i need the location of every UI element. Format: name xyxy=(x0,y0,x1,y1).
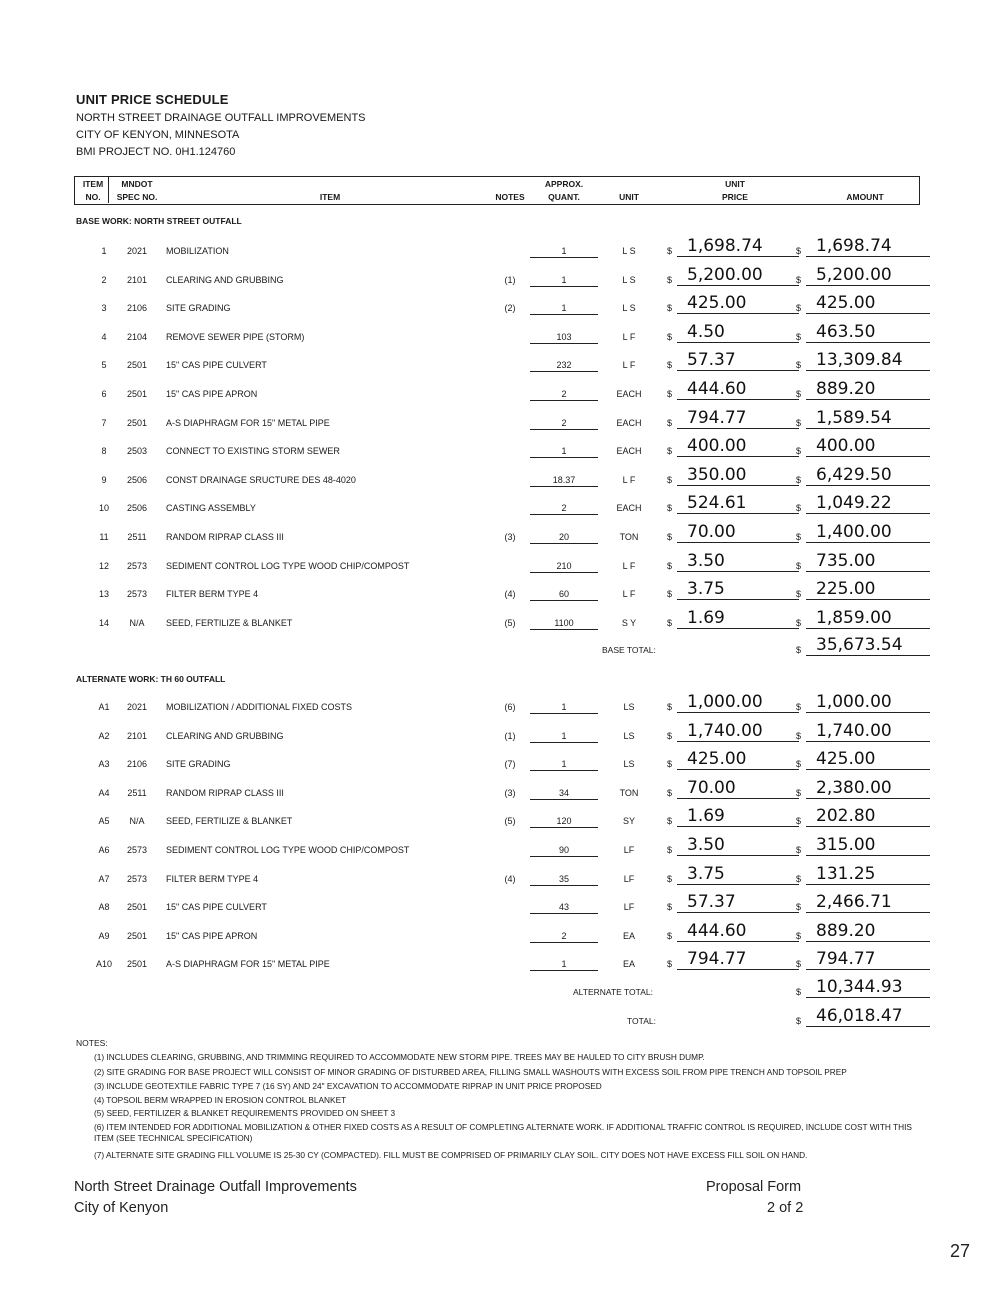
col-unit: UNIT xyxy=(619,192,639,202)
item-description: 15" CAS PIPE APRON xyxy=(166,930,258,941)
quantity: 35 xyxy=(530,874,598,886)
unit: L F xyxy=(622,360,636,371)
item-note-ref: (7) xyxy=(504,759,516,770)
amount-value: 131.25 xyxy=(806,864,930,885)
unit-price-value: 444.60 xyxy=(677,921,799,942)
item-description: RANDOM RIPRAP CLASS III xyxy=(166,532,284,542)
amount-currency: $ xyxy=(796,560,802,571)
item-number: 8 xyxy=(101,446,107,457)
amount-currency: $ xyxy=(796,617,802,628)
unit-price-value: 57.37 xyxy=(677,892,799,913)
project-city: CITY OF KENYON, MINNESOTA xyxy=(76,129,240,141)
unit: LF xyxy=(623,902,635,913)
quantity: 2 xyxy=(530,418,598,430)
item-description: 15" CAS PIPE APRON xyxy=(166,389,258,399)
base-total-label: BASE TOTAL: xyxy=(602,645,656,655)
item-note-ref: (5) xyxy=(504,816,516,827)
unit: EACH xyxy=(616,417,642,428)
amount-value: 202.80 xyxy=(806,806,930,827)
amount-currency: $ xyxy=(796,702,802,712)
alternate-total-currency: $ xyxy=(796,987,802,997)
quantity: 1 xyxy=(530,303,598,315)
spec-number: 2506 xyxy=(126,474,148,485)
note-7: (7) ALTERNATE SITE GRADING FILL VOLUME IS 25-30 CY (COMPACTED). FILL MUST BE COMPRISED OF PRIMARILY CLAY SOIL. CITY DOES NOT HAVE EXCESS FILL SOIL ON HAND. xyxy=(94,1150,808,1160)
note-2: (2) SITE GRADING FOR BASE PROJECT WILL CONSIST OF MINOR GRADING OF DISTURBED AREA, FILLING SMALL WASHOUTS WITH EXCESS SOIL FROM PIPE TRENCH AND TOPSOIL PREP xyxy=(94,1067,847,1077)
price-currency: $ xyxy=(667,474,673,485)
page-title: UNIT PRICE SCHEDULE xyxy=(76,92,229,107)
item-description: REMOVE SEWER PIPE (STORM) xyxy=(166,331,305,342)
unit-price-value: 444.60 xyxy=(677,379,799,400)
item-number: 14 xyxy=(98,617,109,628)
amount-value: 889.20 xyxy=(806,921,930,942)
spec-number: 2573 xyxy=(126,560,148,571)
unit-price-value: 350.00 xyxy=(677,465,799,486)
item-note-ref: (3) xyxy=(504,532,516,542)
quantity: 1 xyxy=(530,759,598,771)
grand-total-label: TOTAL: xyxy=(627,1016,656,1026)
unit: L F xyxy=(622,560,636,571)
price-currency: $ xyxy=(667,930,673,941)
grand-total-currency: $ xyxy=(796,1016,802,1026)
item-number: A9 xyxy=(98,930,110,941)
item-number: A6 xyxy=(98,845,110,855)
item-description: A-S DIAPHRAGM FOR 15" METAL PIPE xyxy=(166,959,330,970)
quantity: 2 xyxy=(530,931,598,943)
amount-value: 1,589.54 xyxy=(806,408,930,429)
base-section-label: BASE WORK: NORTH STREET OUTFALL xyxy=(76,216,242,226)
spec-number: 2106 xyxy=(126,303,148,314)
project-number: BMI PROJECT NO. 0H1.124760 xyxy=(76,146,236,158)
amount-value: 315.00 xyxy=(806,835,930,856)
amount-value: 735.00 xyxy=(806,551,930,572)
quantity: 103 xyxy=(530,332,598,344)
item-number: 11 xyxy=(99,532,109,542)
footer-form: Proposal Form xyxy=(706,1179,802,1195)
amount-currency: $ xyxy=(796,303,802,314)
item-number: 13 xyxy=(98,589,109,600)
item-number: 2 xyxy=(101,274,107,285)
item-number: A10 xyxy=(95,959,112,970)
grand-total-value: 46,018.47 xyxy=(806,1006,930,1027)
price-currency: $ xyxy=(667,873,673,884)
item-note-ref: (1) xyxy=(504,730,516,741)
item-description: CONST DRAINAGE SRUCTURE DES 48-4020 xyxy=(166,474,356,485)
amount-currency: $ xyxy=(796,417,802,428)
note-3: (3) INCLUDE GEOTEXTILE FABRIC TYPE 7 (16 SY) AND 24" EXCAVATION TO ACCOMMODATE RIPRAP IN UNIT PRICE PROPOSED xyxy=(94,1081,602,1091)
amount-value: 794.77 xyxy=(806,949,930,970)
unit-price-value: 400.00 xyxy=(677,436,799,457)
alternate-total-value: 10,344.93 xyxy=(806,977,930,998)
amount-value: 6,429.50 xyxy=(806,465,930,486)
unit-price-value: 70.00 xyxy=(677,522,799,543)
quantity: 18.37 xyxy=(530,475,598,487)
item-description: FILTER BERM TYPE 4 xyxy=(166,873,259,884)
item-number: 9 xyxy=(101,474,107,485)
item-description: SITE GRADING xyxy=(166,303,231,314)
amount-currency: $ xyxy=(796,902,802,913)
item-number: A8 xyxy=(98,902,110,913)
quantity: 34 xyxy=(530,788,598,800)
unit: LS xyxy=(623,730,635,741)
spec-number: 2573 xyxy=(126,873,148,884)
footer-project: North Street Drainage Outfall Improvements xyxy=(74,1179,357,1195)
note-1: (1) INCLUDES CLEARING, GRUBBING, AND TRIMMING REQUIRED TO ACCOMMODATE NEW STORM PIPE. TREES MAY BE HAULED TO CITY BRUSH DUMP. xyxy=(94,1052,705,1062)
quantity: 1 xyxy=(530,731,598,743)
unit-price-value: 1.69 xyxy=(677,806,799,827)
amount-currency: $ xyxy=(796,331,802,342)
amount-value: 1,000.00 xyxy=(806,692,930,713)
col-price-line2: PRICE xyxy=(722,192,748,202)
amount-currency: $ xyxy=(796,787,802,798)
item-note-ref: (1) xyxy=(504,274,516,285)
quantity: 232 xyxy=(530,360,598,372)
project-name: NORTH STREET DRAINAGE OUTFALL IMPROVEMENTS xyxy=(76,112,366,124)
item-description: 15" CAS PIPE CULVERT xyxy=(166,902,267,913)
unit-price-value: 1,000.00 xyxy=(677,692,799,713)
unit-price-value: 57.37 xyxy=(677,350,799,371)
note-6: (6) ITEM INTENDED FOR ADDITIONAL MOBILIZATION & OTHER FIXED COSTS AS A RESULT OF COMPLETING ALTERNATE WORK. IF ADDITIONAL TRAFFIC CONTROL IS REQUIRED, INCLUDE COST WITH THIS ITEM (SEE TECHNICAL SPECIFICATION) xyxy=(94,1122,912,1143)
quantity: 2 xyxy=(530,389,598,401)
amount-value: 13,309.84 xyxy=(806,350,930,371)
unit: TON xyxy=(619,532,639,542)
spec-number: 2501 xyxy=(126,417,148,428)
col-item-no-line1: ITEM xyxy=(82,179,104,189)
item-number: 6 xyxy=(101,389,107,399)
amount-value: 225.00 xyxy=(806,579,930,600)
price-currency: $ xyxy=(667,417,673,428)
note-5: (5) SEED, FERTILIZER & BLANKET REQUIREMENTS PROVIDED ON SHEET 3 xyxy=(94,1108,396,1118)
amount-currency: $ xyxy=(796,730,802,741)
unit-price-value: 3.75 xyxy=(677,864,799,885)
price-currency: $ xyxy=(667,759,673,770)
item-description: MOBILIZATION / ADDITIONAL FIXED COSTS xyxy=(166,702,353,712)
unit-price-value: 425.00 xyxy=(677,749,799,770)
col-qty-line1: APPROX. xyxy=(544,179,584,189)
item-note-ref: (2) xyxy=(504,303,516,314)
unit-price-value: 3.75 xyxy=(677,579,799,600)
price-currency: $ xyxy=(667,959,673,970)
unit: TON xyxy=(619,787,639,798)
item-number: A2 xyxy=(98,730,110,741)
item-description: SEDIMENT CONTROL LOG TYPE WOOD CHIP/COMPOST xyxy=(166,560,410,571)
amount-currency: $ xyxy=(796,816,802,827)
spec-number: N/A xyxy=(129,816,145,827)
price-currency: $ xyxy=(667,617,673,628)
col-spec-line2: SPEC NO. xyxy=(116,192,158,202)
price-currency: $ xyxy=(667,589,673,600)
spec-number: 2573 xyxy=(126,845,148,855)
item-number: A3 xyxy=(98,759,110,770)
item-number: A1 xyxy=(98,702,110,712)
quantity: 1 xyxy=(530,446,598,458)
amount-currency: $ xyxy=(796,759,802,770)
amount-value: 1,740.00 xyxy=(806,721,930,742)
item-number: 3 xyxy=(101,303,107,314)
item-description: CONNECT TO EXISTING STORM SEWER xyxy=(166,446,340,457)
page-number: 27 xyxy=(950,1241,971,1261)
item-description: RANDOM RIPRAP CLASS III xyxy=(166,787,284,798)
amount-value: 425.00 xyxy=(806,749,930,770)
unit: S Y xyxy=(621,617,637,628)
amount-currency: $ xyxy=(796,930,802,941)
amount-currency: $ xyxy=(796,873,802,884)
amount-value: 1,049.22 xyxy=(806,493,930,514)
unit: SY xyxy=(622,816,635,827)
col-qty-line2: QUANT. xyxy=(548,192,580,202)
price-currency: $ xyxy=(667,246,673,256)
note-4: (4) TOPSOIL BERM WRAPPED IN EROSION CONTROL BLANKET xyxy=(94,1095,347,1105)
spec-number: 2501 xyxy=(126,930,148,941)
unit: EA xyxy=(622,959,635,970)
spec-number: 2104 xyxy=(126,331,148,342)
item-description: SEED, FERTILIZE & BLANKET xyxy=(166,816,293,827)
unit: LF xyxy=(623,845,635,855)
col-item: ITEM xyxy=(319,192,341,202)
unit: L F xyxy=(622,331,636,342)
base-total-currency: $ xyxy=(796,645,802,655)
item-note-ref: (5) xyxy=(504,617,516,628)
amount-currency: $ xyxy=(796,389,802,399)
amount-value: 2,466.71 xyxy=(806,892,930,913)
unit: L S xyxy=(622,274,636,285)
item-number: 4 xyxy=(101,331,107,342)
spec-number: 2021 xyxy=(126,702,148,712)
amount-currency: $ xyxy=(796,274,802,285)
amount-currency: $ xyxy=(796,532,802,542)
item-description: FILTER BERM TYPE 4 xyxy=(166,589,259,600)
unit-price-value: 3.50 xyxy=(677,551,799,572)
spec-number: N/A xyxy=(129,617,145,628)
spec-number: 2511 xyxy=(127,787,147,798)
unit: EACH xyxy=(616,503,642,514)
quantity: 120 xyxy=(530,816,598,828)
item-number: 7 xyxy=(101,417,107,428)
spec-number: 2501 xyxy=(126,389,148,399)
price-currency: $ xyxy=(667,360,673,371)
col-spec-line1: MNDOT xyxy=(121,179,153,189)
item-note-ref: (3) xyxy=(504,787,516,798)
spec-number: 2506 xyxy=(126,503,148,514)
footer-page-of: 2 of 2 xyxy=(767,1200,804,1216)
quantity: 43 xyxy=(530,902,598,914)
unit-price-value: 1,740.00 xyxy=(677,721,799,742)
spec-number: 2501 xyxy=(126,360,148,371)
item-number: 10 xyxy=(98,503,109,514)
col-item-no-line2: NO. xyxy=(85,192,101,202)
item-number: A4 xyxy=(98,787,110,798)
amount-value: 1,698.74 xyxy=(806,236,930,257)
unit: L S xyxy=(622,246,636,256)
amount-currency: $ xyxy=(796,246,802,256)
unit: EACH xyxy=(616,446,642,457)
amount-currency: $ xyxy=(796,589,802,600)
col-price-line1: UNIT xyxy=(725,179,745,189)
price-currency: $ xyxy=(667,730,673,741)
footer-city: City of Kenyon xyxy=(74,1200,169,1216)
spec-number: 2501 xyxy=(126,902,148,913)
price-currency: $ xyxy=(667,274,673,285)
item-description: SITE GRADING xyxy=(166,759,231,770)
unit-price-value: 4.50 xyxy=(677,322,799,343)
quantity: 1 xyxy=(530,246,598,258)
price-currency: $ xyxy=(667,787,673,798)
amount-currency: $ xyxy=(796,446,802,457)
price-currency: $ xyxy=(667,560,673,571)
item-description: 15" CAS PIPE CULVERT xyxy=(166,360,267,371)
col-notes: NOTES xyxy=(495,192,525,202)
item-note-ref: (6) xyxy=(504,702,516,712)
item-note-ref: (4) xyxy=(504,873,516,884)
item-description: CASTING ASSEMBLY xyxy=(166,503,256,514)
unit: LS xyxy=(623,702,635,712)
spec-number: 2511 xyxy=(127,532,147,542)
unit: EACH xyxy=(616,389,642,399)
unit: L S xyxy=(622,303,636,314)
amount-value: 400.00 xyxy=(806,436,930,457)
item-description: SEED, FERTILIZE & BLANKET xyxy=(166,617,293,628)
unit-price-value: 3.50 xyxy=(677,835,799,856)
price-currency: $ xyxy=(667,532,673,542)
amount-currency: $ xyxy=(796,474,802,485)
amount-value: 1,859.00 xyxy=(806,608,930,629)
spec-number: 2501 xyxy=(126,959,148,970)
price-currency: $ xyxy=(667,446,673,457)
spec-number: 2503 xyxy=(126,446,148,457)
base-total-value: 35,673.54 xyxy=(806,635,930,656)
quantity: 90 xyxy=(530,845,598,857)
col-amount: AMOUNT xyxy=(846,192,884,202)
unit: L F xyxy=(622,474,636,485)
quantity: 1100 xyxy=(530,618,598,630)
item-number: 1 xyxy=(101,246,107,256)
item-number: A5 xyxy=(98,816,110,827)
unit-price-value: 1,698.74 xyxy=(677,236,799,257)
unit-price-value: 70.00 xyxy=(677,778,799,799)
quantity: 1 xyxy=(530,702,598,714)
unit: EA xyxy=(622,930,635,941)
price-currency: $ xyxy=(667,331,673,342)
price-currency: $ xyxy=(667,902,673,913)
item-description: SEDIMENT CONTROL LOG TYPE WOOD CHIP/COMPOST xyxy=(166,845,410,855)
price-currency: $ xyxy=(667,389,673,399)
spec-number: 2021 xyxy=(126,246,148,256)
spec-number: 2101 xyxy=(126,730,148,741)
notes-label: NOTES: xyxy=(76,1038,108,1048)
amount-value: 5,200.00 xyxy=(806,265,930,286)
amount-currency: $ xyxy=(796,360,802,371)
item-description: CLEARING AND GRUBBING xyxy=(166,274,284,285)
unit-price-value: 794.77 xyxy=(677,949,799,970)
unit: L F xyxy=(622,589,636,600)
item-note-ref: (4) xyxy=(504,589,516,600)
unit: LF xyxy=(623,873,635,884)
quantity: 210 xyxy=(530,561,598,573)
unit-price-value: 524.61 xyxy=(677,493,799,514)
item-description: MOBILIZATION xyxy=(166,246,229,256)
amount-currency: $ xyxy=(796,503,802,514)
amount-value: 889.20 xyxy=(806,379,930,400)
amount-value: 463.50 xyxy=(806,322,930,343)
amount-currency: $ xyxy=(796,845,802,855)
quantity: 20 xyxy=(530,532,598,544)
quantity: 60 xyxy=(530,589,598,601)
price-currency: $ xyxy=(667,503,673,514)
item-description: CLEARING AND GRUBBING xyxy=(166,730,284,741)
spec-number: 2573 xyxy=(126,589,148,600)
quantity: 1 xyxy=(530,959,598,971)
amount-value: 2,380.00 xyxy=(806,778,930,799)
item-number: A7 xyxy=(98,873,110,884)
quantity: 2 xyxy=(530,503,598,515)
unit-price-value: 1.69 xyxy=(677,608,799,629)
unit: LS xyxy=(623,759,635,770)
spec-number: 2101 xyxy=(126,274,148,285)
amount-currency: $ xyxy=(796,959,802,970)
price-currency: $ xyxy=(667,702,673,712)
item-description: A-S DIAPHRAGM FOR 15" METAL PIPE xyxy=(166,417,330,428)
item-number: 12 xyxy=(98,560,109,571)
quantity: 1 xyxy=(530,275,598,287)
alternate-total-label: ALTERNATE TOTAL: xyxy=(573,987,653,997)
price-currency: $ xyxy=(667,845,673,855)
item-number: 5 xyxy=(101,360,107,371)
unit-price-value: 794.77 xyxy=(677,408,799,429)
spec-number: 2106 xyxy=(126,759,148,770)
unit-price-value: 425.00 xyxy=(677,293,799,314)
amount-value: 1,400.00 xyxy=(806,522,930,543)
amount-value: 425.00 xyxy=(806,293,930,314)
unit-price-value: 5,200.00 xyxy=(677,265,799,286)
alternate-section-label: ALTERNATE WORK: TH 60 OUTFALL xyxy=(76,674,226,684)
price-currency: $ xyxy=(667,303,673,314)
price-currency: $ xyxy=(667,816,673,827)
